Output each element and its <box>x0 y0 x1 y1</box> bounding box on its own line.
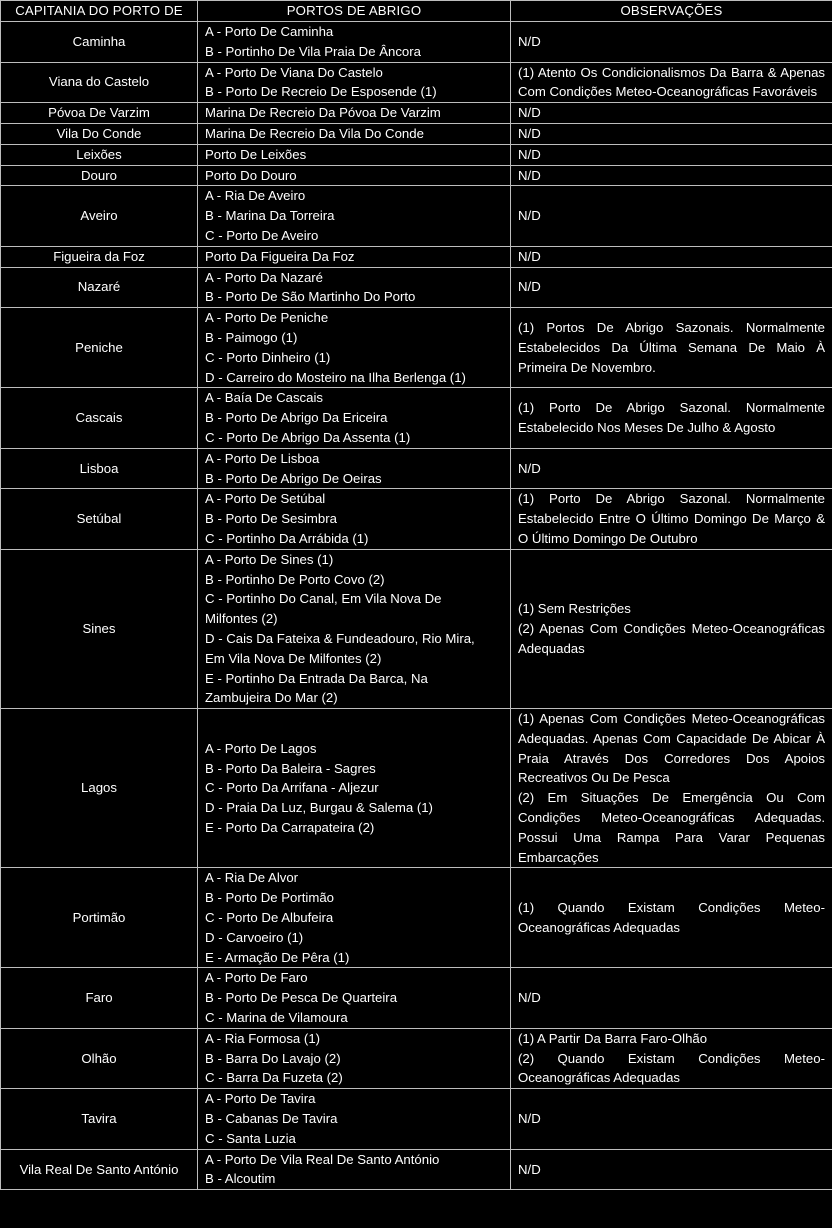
observacoes-cell <box>511 123 832 144</box>
portos-cell <box>198 62 511 103</box>
portos-cell <box>198 968 511 1028</box>
table-row <box>1 103 832 124</box>
porto-line: A - Baía De Cascais <box>205 390 324 406</box>
porto-line: Milfontes (2) <box>205 611 278 627</box>
capitania-cell: Peniche <box>1 308 198 388</box>
table-row <box>1 165 832 186</box>
porto-line: Zambujeira Do Mar (2) <box>205 690 338 706</box>
header-row <box>1 1 832 22</box>
table-row <box>1 388 832 448</box>
portos-cell <box>198 388 511 448</box>
porto-line: B - Porto De Recreio De Esposende (1) <box>205 84 437 100</box>
header-observacoes: OBSERVAÇÕES <box>511 1 832 22</box>
porto-line: D - Praia Da Luz, Burgau & Salema (1) <box>205 800 433 816</box>
capitania-cell: Lisboa <box>1 448 198 489</box>
porto-line: Marina De Recreio Da Póvoa De Varzim <box>205 105 441 121</box>
porto-line: B - Porto De São Martinho Do Porto <box>205 289 416 305</box>
observacao-line: N/D <box>518 279 541 295</box>
observacoes-cell <box>511 968 832 1028</box>
portos-cell <box>198 186 511 246</box>
porto-line: Marina De Recreio Da Vila Do Conde <box>205 125 424 141</box>
porto-line: B - Paimogo (1) <box>205 329 298 345</box>
table-row <box>1 246 832 267</box>
portos-cell <box>198 709 511 868</box>
porto-line: C - Porto Dinheiro (1) <box>205 349 331 365</box>
porto-line: B - Portinho De Porto Covo (2) <box>205 571 385 587</box>
porto-line: B - Porto De Abrigo Da Ericeira <box>205 410 388 426</box>
header-capitania: CAPITANIA DO PORTO DE <box>1 1 198 22</box>
observacoes-cell <box>511 388 832 448</box>
capitania-cell: Vila Do Conde <box>1 123 198 144</box>
porto-line: C - Porto Da Arrifana - Aljezur <box>205 780 379 796</box>
observacao-line: N/D <box>518 1111 541 1127</box>
capitania-cell: Portimão <box>1 868 198 968</box>
porto-line: E - Portinho Da Entrada Da Barca, Na <box>205 670 428 686</box>
observacao-line: N/D <box>518 146 541 162</box>
porto-line: C - Marina de Vilamoura <box>205 1010 348 1026</box>
table-row <box>1 267 832 308</box>
capitania-cell: Olhão <box>1 1028 198 1088</box>
table-row <box>1 709 832 868</box>
porto-line: Porto Do Douro <box>205 167 297 183</box>
observacao-line: N/D <box>518 125 541 141</box>
porto-line: B - Porto De Sesimbra <box>205 511 337 527</box>
table-row <box>1 186 832 246</box>
portos-cell <box>198 103 511 124</box>
porto-line: Porto De Leixões <box>205 146 307 162</box>
portos-cell <box>198 22 511 63</box>
observacao-line: N/D <box>518 990 541 1006</box>
capitania-cell: Póvoa De Varzim <box>1 103 198 124</box>
capitania-cell: Sines <box>1 549 198 708</box>
portos-cell <box>198 267 511 308</box>
porto-line: A - Porto De Viana Do Castelo <box>205 64 383 80</box>
porto-line: A - Porto De Sines (1) <box>205 551 334 567</box>
observacoes-cell <box>511 549 832 708</box>
porto-line: B - Alcoutim <box>205 1171 276 1187</box>
observacoes-cell <box>511 1028 832 1088</box>
observacao-line: (1) Portos De Abrigo Sazonais. Normalmente Estabelecidos Da Última Semana De Maio À Primeira De Novembro. <box>518 320 825 375</box>
capitania-cell: Aveiro <box>1 186 198 246</box>
capitania-cell: Leixões <box>1 144 198 165</box>
capitania-cell: Setúbal <box>1 489 198 549</box>
observacao-line: (1) Porto De Abrigo Sazonal. Normalmente Estabelecido Nos Meses De Julho & Agosto <box>518 400 825 436</box>
table-row <box>1 123 832 144</box>
observacao-line: N/D <box>518 105 541 121</box>
table-row <box>1 1149 832 1190</box>
porto-line: C - Porto De Albufeira <box>205 910 334 926</box>
porto-line: A - Porto De Vila Real De Santo António <box>205 1151 440 1167</box>
observacoes-cell <box>511 448 832 489</box>
observacoes-cell <box>511 62 832 103</box>
table-row <box>1 1089 832 1149</box>
observacoes-cell <box>511 22 832 63</box>
observacoes-cell <box>511 246 832 267</box>
observacao-line: (2) Apenas Com Condições Meteo-Oceanográficas Adequadas <box>518 621 825 656</box>
porto-line: B - Porto De Portimão <box>205 890 334 906</box>
porto-line: D - Cais Da Fateixa & Fundeadouro, Rio Mira, <box>205 630 475 646</box>
capitania-cell: Nazaré <box>1 267 198 308</box>
observacoes-cell <box>511 165 832 186</box>
portos-cell <box>198 123 511 144</box>
observacao-line: N/D <box>518 1161 541 1177</box>
porto-line: B - Marina Da Torreira <box>205 208 335 224</box>
observacao-line: (1) Sem Restrições <box>518 601 631 617</box>
header-portos: PORTOS DE ABRIGO <box>198 1 511 22</box>
observacao-line: (1) Apenas Com Condições Meteo-Oceanográficas Adequadas. Apenas Com Capacidade De Abicar À Praia Através Dos Corredores Dos Apoios Recreativos Ou De Pesca <box>518 711 825 786</box>
porto-line: A - Ria De Alvor <box>205 870 299 886</box>
table-row <box>1 549 832 708</box>
porto-line: A - Porto De Lisboa <box>205 450 320 466</box>
observacao-line: (2) Quando Existam Condições Meteo-Oceanográficas Adequadas <box>518 1050 825 1086</box>
porto-line: B - Cabanas De Tavira <box>205 1111 338 1127</box>
porto-line: C - Porto De Aveiro <box>205 227 319 243</box>
portos-cell <box>198 549 511 708</box>
portos-cell <box>198 308 511 388</box>
porto-line: B - Porto Da Baleira - Sagres <box>205 760 376 776</box>
table-row <box>1 868 832 968</box>
porto-line: D - Carreiro do Mosteiro na Ilha Berlenga (1) <box>205 369 466 385</box>
capitania-cell: Lagos <box>1 709 198 868</box>
porto-line: Porto Da Figueira Da Foz <box>205 248 355 264</box>
portos-cell <box>198 144 511 165</box>
observacao-line: (1) Atento Os Condicionalismos Da Barra & Apenas Com Condições Meteo-Oceanográficas Favoráveis <box>518 64 825 100</box>
observacoes-cell <box>511 1149 832 1190</box>
portos-cell <box>198 1149 511 1190</box>
porto-line: A - Ria De Aveiro <box>205 188 306 204</box>
observacao-line: (2) Em Situações De Emergência Ou Com Condições Meteo-Oceanográficas Adequadas. Possui Uma Rampa Para Varar Pequenas Embarcações <box>518 790 825 865</box>
capitania-cell: Douro <box>1 165 198 186</box>
porto-line: A - Porto Da Nazaré <box>205 269 324 285</box>
portos-cell <box>198 448 511 489</box>
observacao-line: N/D <box>518 167 541 183</box>
porto-line: A - Porto De Peniche <box>205 310 329 326</box>
observacoes-cell <box>511 489 832 549</box>
table-row <box>1 1028 832 1088</box>
portos-cell <box>198 489 511 549</box>
observacoes-cell <box>511 144 832 165</box>
capitania-cell: Caminha <box>1 22 198 63</box>
portos-cell <box>198 868 511 968</box>
porto-line: C - Barra Da Fuzeta (2) <box>205 1070 343 1086</box>
porto-line: A - Ria Formosa (1) <box>205 1030 321 1046</box>
porto-line: B - Portinho De Vila Praia De Âncora <box>205 43 421 59</box>
table-row <box>1 968 832 1028</box>
observacoes-cell <box>511 868 832 968</box>
observacoes-cell <box>511 267 832 308</box>
observacao-line: N/D <box>518 208 541 224</box>
porto-line: E - Porto Da Carrapateira (2) <box>205 819 375 835</box>
observacao-line: (1) Porto De Abrigo Sazonal. Normalmente Estabelecido Entre O Último Domingo De Março & O Último Domingo De Outubro <box>518 491 825 546</box>
porto-line: A - Porto De Faro <box>205 970 308 986</box>
table-body <box>1 22 832 1190</box>
porto-line: C - Santa Luzia <box>205 1130 296 1146</box>
capitania-cell: Cascais <box>1 388 198 448</box>
observacao-line: (1) A Partir Da Barra Faro-Olhão <box>518 1030 708 1046</box>
observacoes-cell <box>511 1089 832 1149</box>
capitania-cell: Viana do Castelo <box>1 62 198 103</box>
porto-line: A - Porto De Caminha <box>205 24 334 39</box>
capitania-cell: Tavira <box>1 1089 198 1149</box>
porto-line: A - Porto De Setúbal <box>205 491 326 507</box>
observacoes-cell <box>511 709 832 868</box>
table-row <box>1 308 832 388</box>
observacoes-cell <box>511 308 832 388</box>
portos-cell <box>198 1089 511 1149</box>
capitania-cell: Faro <box>1 968 198 1028</box>
table-row <box>1 448 832 489</box>
observacao-line: N/D <box>518 33 541 49</box>
portos-cell <box>198 1028 511 1088</box>
observacoes-cell <box>511 186 832 246</box>
capitania-cell: Figueira da Foz <box>1 246 198 267</box>
capitania-cell: Vila Real De Santo António <box>1 1149 198 1190</box>
porto-line: A - Porto De Tavira <box>205 1091 316 1107</box>
observacao-line: N/D <box>518 460 541 476</box>
observacao-line: (1) Quando Existam Condições Meteo-Oceanográficas Adequadas <box>518 900 825 935</box>
porto-line: D - Carvoeiro (1) <box>205 929 304 945</box>
porto-line: C - Portinho Da Arrábida (1) <box>205 530 369 546</box>
table-row <box>1 62 832 103</box>
portos-cell <box>198 165 511 186</box>
table-row <box>1 22 832 63</box>
porto-line: B - Barra Do Lavajo (2) <box>205 1050 341 1066</box>
porto-line: E - Armação De Pêra (1) <box>205 949 350 965</box>
porto-line: B - Porto De Pesca De Quarteira <box>205 990 398 1006</box>
porto-line: C - Porto De Abrigo Da Assenta (1) <box>205 429 411 445</box>
portos-cell <box>198 246 511 267</box>
table-row <box>1 144 832 165</box>
observacoes-cell <box>511 103 832 124</box>
porto-line: Em Vila Nova De Milfontes (2) <box>205 650 382 666</box>
observacao-line: N/D <box>518 248 541 264</box>
table-row <box>1 489 832 549</box>
porto-line: A - Porto De Lagos <box>205 740 317 756</box>
porto-line: C - Portinho Do Canal, Em Vila Nova De <box>205 591 442 607</box>
porto-line: B - Porto De Abrigo De Oeiras <box>205 470 382 486</box>
